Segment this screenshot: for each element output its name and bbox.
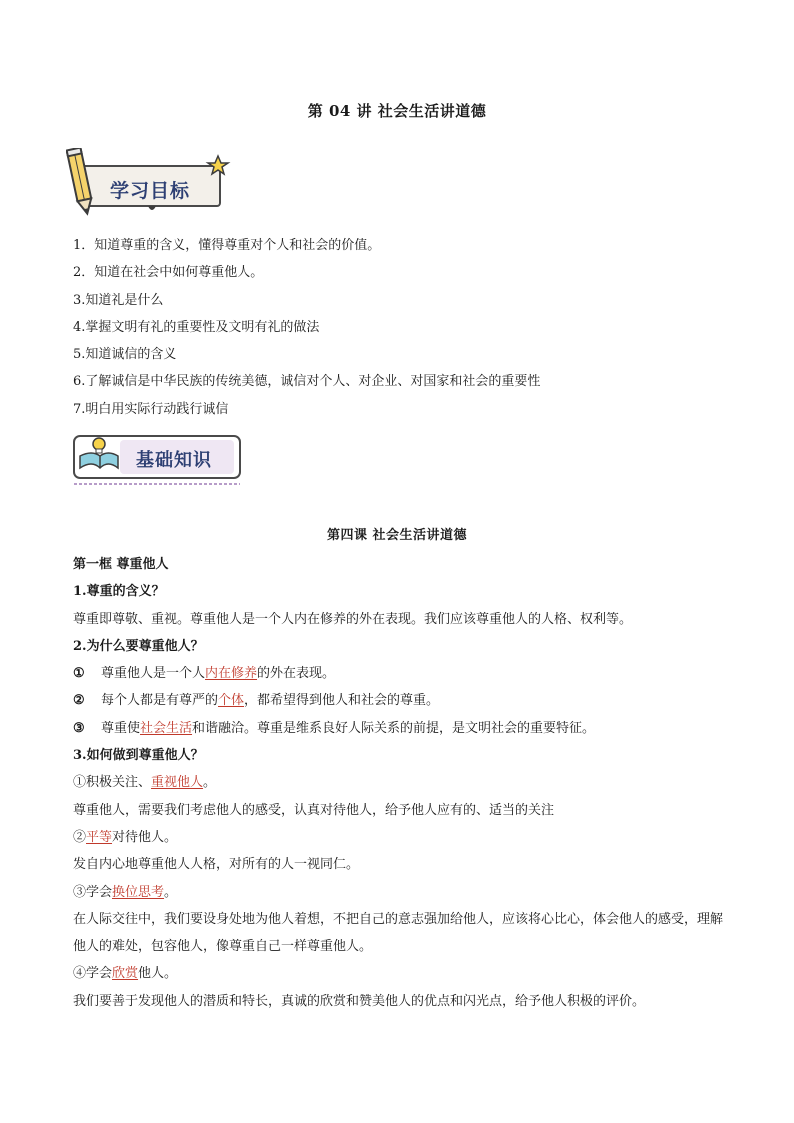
page-title: 第 04 讲 社会生活讲道德 bbox=[307, 102, 487, 120]
reason-number: ② bbox=[73, 693, 85, 709]
reason-text: 尊重使 bbox=[101, 720, 141, 736]
reason-text: 的外在表现。 bbox=[257, 666, 336, 682]
method-description: 在人际交往中，我们要设身处地为他人着想，不把自己的意志强加给他人，应该将心比心，体会他人的感受，理解他人的难处，包容他人，像尊重自己一样尊重他人。 bbox=[73, 911, 724, 955]
learning-goals-label: 学习目标 bbox=[110, 180, 191, 202]
key-term: 欣赏 bbox=[112, 966, 139, 982]
question-heading: 3.如何做到尊重他人？ bbox=[73, 748, 204, 764]
method-heading bbox=[73, 879, 733, 906]
reason-text: 尊重他人是一个人 bbox=[101, 666, 206, 682]
basic-knowledge-label: 基础知识 bbox=[136, 450, 212, 471]
method-heading bbox=[73, 824, 733, 851]
answer-text: 尊重即尊敬、重视。尊重他人是一个人内在修养的外在表现。我们应该尊重他人的人格、权利等。 bbox=[73, 611, 633, 627]
reason-text: 和谐融洽。尊重是维系良好人际关系的前提，是文明社会的重要特征。 bbox=[192, 720, 596, 736]
lesson-content bbox=[73, 551, 733, 1015]
key-term: 个体 bbox=[218, 693, 245, 709]
reason-item bbox=[73, 687, 733, 714]
method-text: ④学会 bbox=[73, 966, 113, 982]
method-text: 。 bbox=[164, 884, 178, 900]
goal-item: 3.知道礼是什么 bbox=[73, 292, 164, 308]
reason-item bbox=[73, 660, 733, 687]
goal-item: 2．知道在社会中如何尊重他人。 bbox=[73, 265, 264, 281]
key-term: 重视他人 bbox=[151, 775, 204, 791]
goal-item: 5.知道诚信的含义 bbox=[73, 347, 177, 363]
key-term: 社会生活 bbox=[140, 720, 193, 736]
lesson-title: 第四课 社会生活讲道德 bbox=[326, 528, 468, 543]
reason-number: ① bbox=[73, 666, 85, 682]
method-text: ③学会 bbox=[73, 884, 113, 900]
basic-knowledge-banner bbox=[72, 432, 248, 490]
method-text: ①积极关注、 bbox=[73, 775, 152, 791]
key-term: 内在修养 bbox=[205, 666, 258, 682]
question-heading: 1.尊重的含义？ bbox=[73, 584, 165, 600]
goal-item: 7.明白用实际行动践行诚信 bbox=[73, 401, 229, 417]
learning-goals-list bbox=[73, 232, 540, 423]
key-term: 平等 bbox=[86, 829, 113, 845]
reason-number: ③ bbox=[73, 720, 85, 736]
question-heading: 2.为什么要尊重他人？ bbox=[73, 638, 204, 654]
goal-item: 4.掌握文明有礼的重要性及文明有礼的做法 bbox=[73, 319, 320, 335]
method-heading bbox=[73, 960, 733, 987]
method-text: 对待他人。 bbox=[112, 829, 178, 845]
method-text: 。 bbox=[203, 775, 217, 791]
goal-item: 6.了解诚信是中华民族的传统美德，诚信对个人、对企业、对国家和社会的重要性 bbox=[73, 374, 541, 390]
method-text: ② bbox=[73, 829, 87, 845]
reason-item bbox=[73, 715, 733, 742]
section-heading: 第一框 尊重他人 bbox=[73, 557, 169, 572]
method-description: 尊重他人，需要我们考虑他人的感受，认真对待他人，给予他人应有的、适当的关注 bbox=[73, 802, 555, 818]
reason-text: ，都希望得到他人和社会的尊重。 bbox=[244, 693, 440, 709]
learning-goals-banner bbox=[66, 148, 238, 220]
method-heading bbox=[73, 769, 733, 796]
method-description: 我们要善于发现他人的潜质和特长，真诚的欣赏和赞美他人的优点和闪光点，给予他人积极的评价。 bbox=[73, 993, 646, 1009]
reason-text: 每个人都是有尊严的 bbox=[101, 693, 219, 709]
method-description: 发自内心地尊重他人人格，对所有的人一视同仁。 bbox=[73, 857, 360, 873]
goal-item: 1．知道尊重的含义，懂得尊重对个人和社会的价值。 bbox=[73, 238, 381, 253]
key-term: 换位思考 bbox=[112, 884, 165, 900]
method-text: 他人。 bbox=[138, 966, 178, 982]
